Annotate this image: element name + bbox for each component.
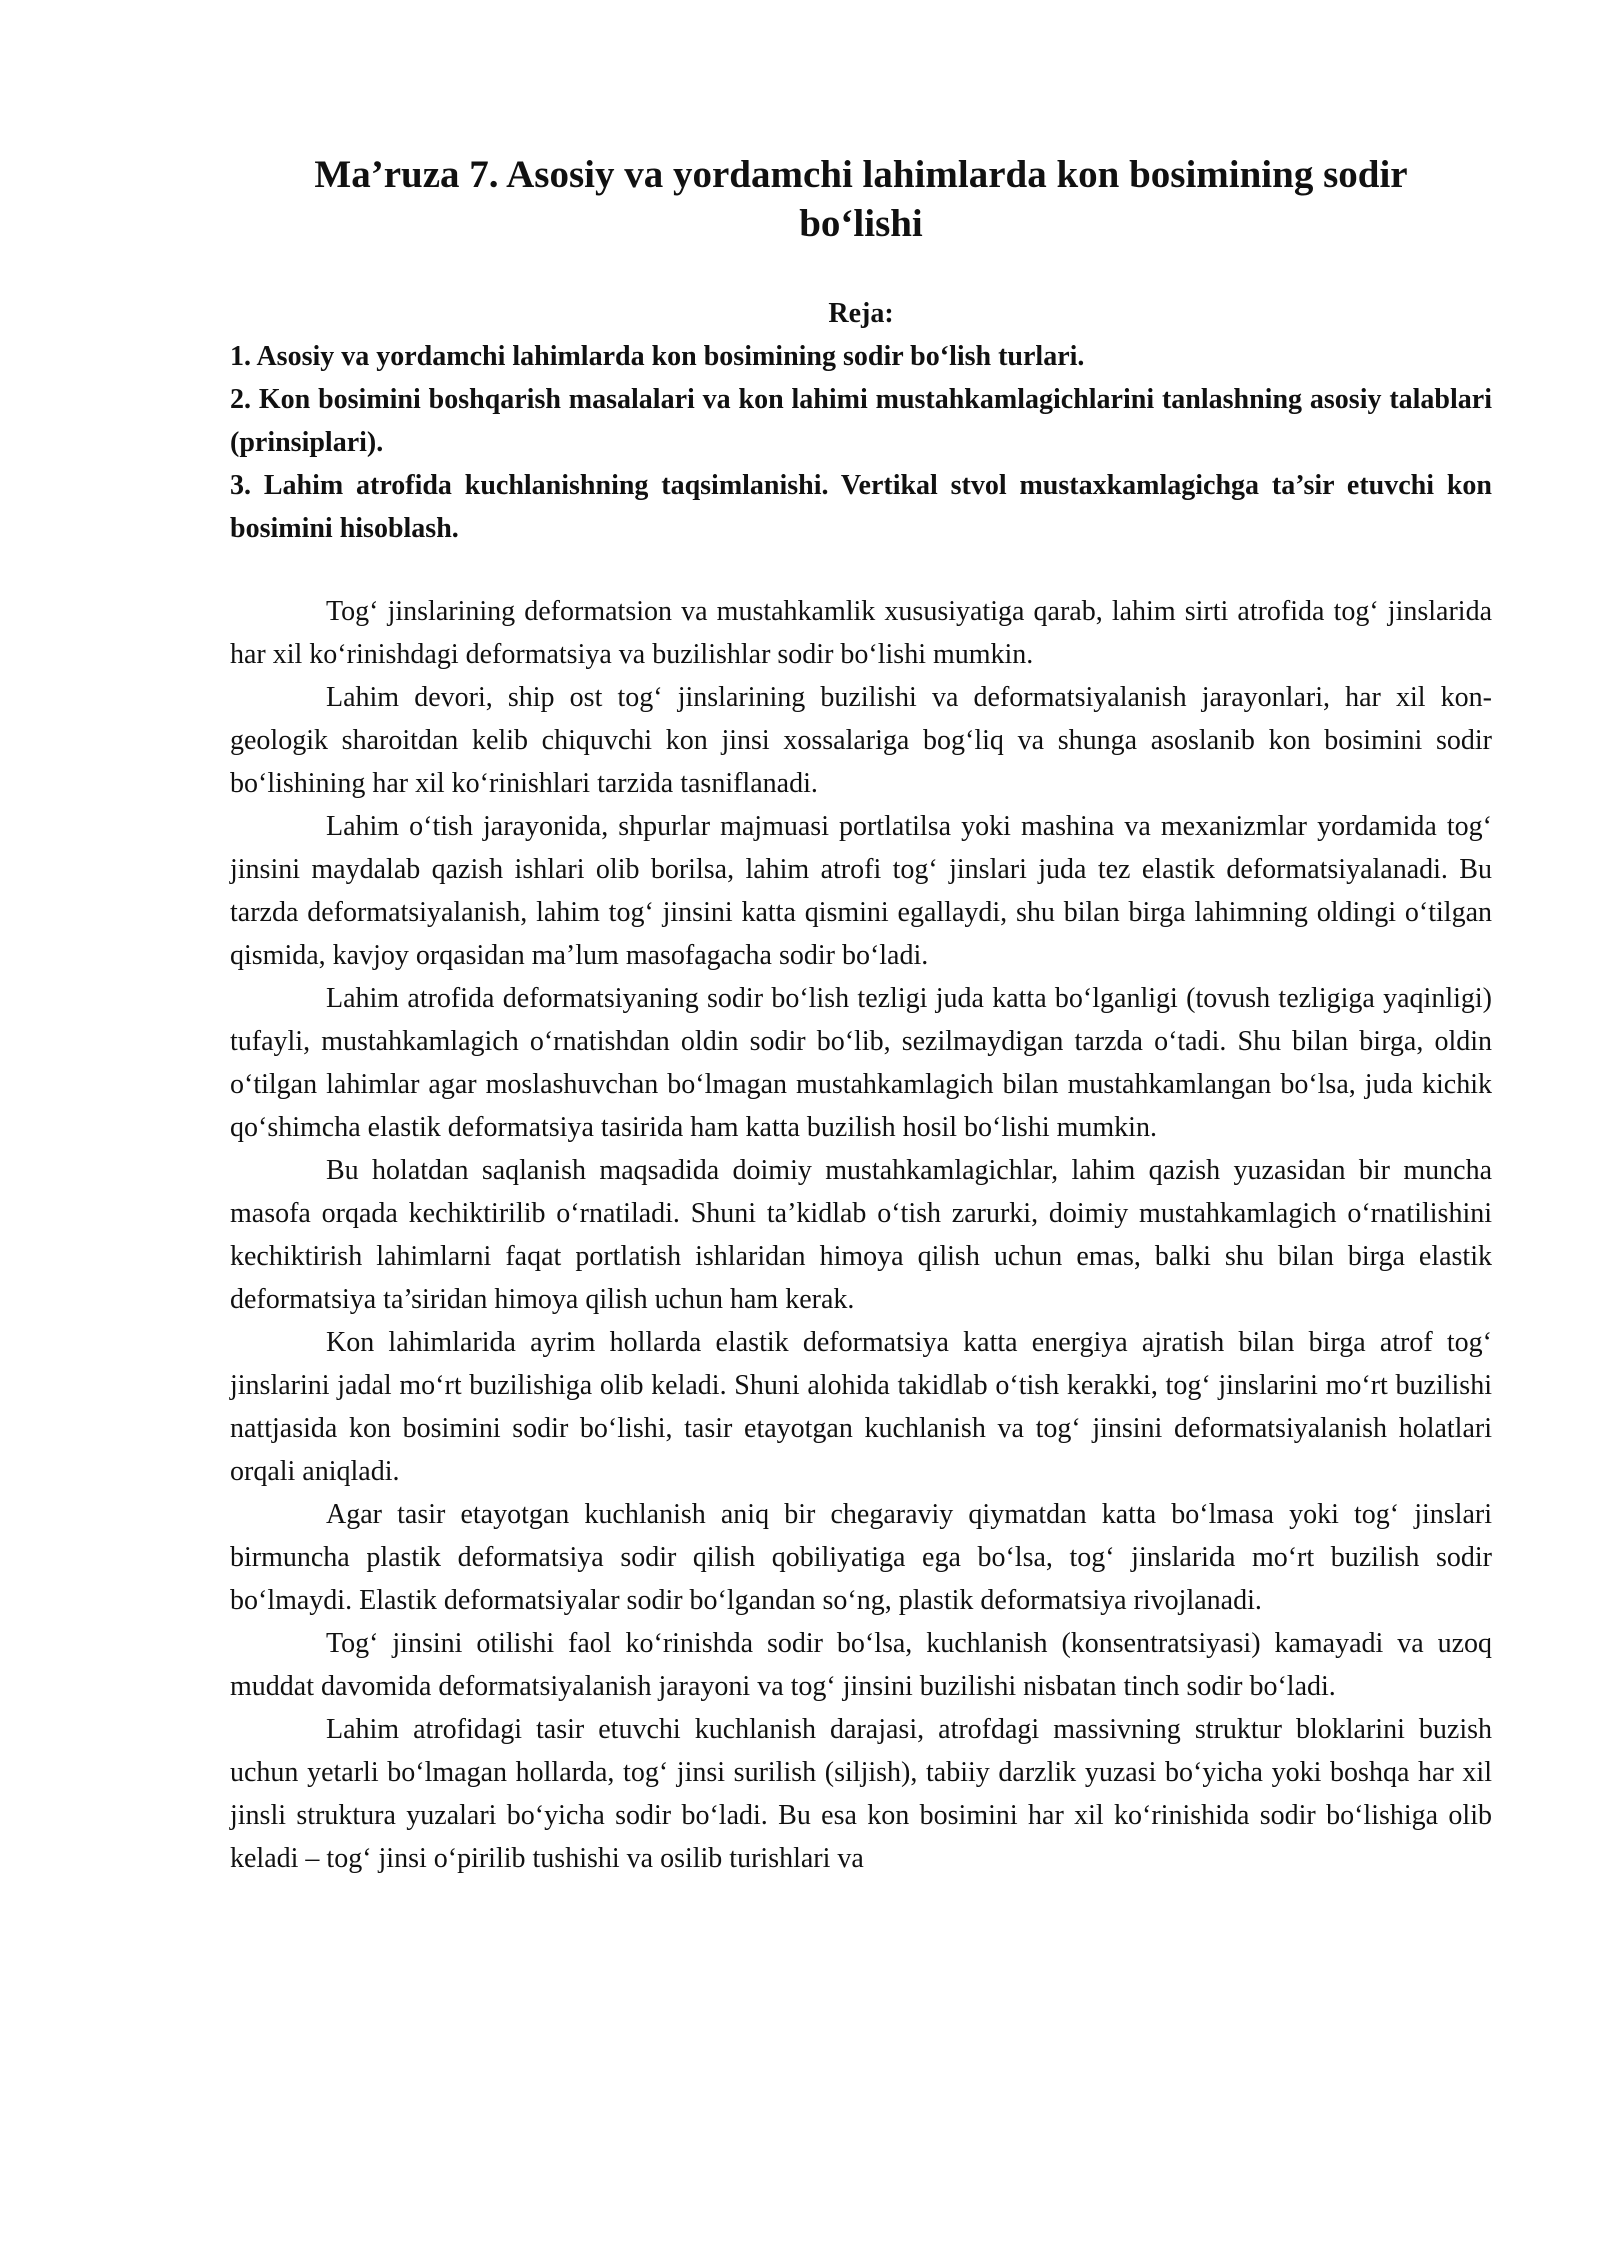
paragraph: Lahim atrofida deformatsiyaning sodir bo‘lish tezligi juda katta bo‘lganligi (tovush tezligiga yaqinligi) tufayli, mustahkamlagich o‘rnatishdan oldin sodir bo‘lib, sezilmaydigan tarzda o‘tadi. Shu bilan birga, oldin o‘tilgan lahimlar agar moslashuvchan bo‘lmagan mustahkamlagich bilan mustahkamlangan bo‘lsa, juda kichik qo‘shimcha elastik deformatsiya tasirida ham katta buzilish hosil bo‘lishi mumkin.: [230, 983, 1492, 1143]
document-page: [230, 150, 1492, 1880]
paragraph: Lahim o‘tish jarayonida, shpurlar majmuasi portlatilsa yoki mashina va mexanizmlar yordamida tog‘ jinsini maydalab qazish ishlari olib borilsa, lahim atrofi tog‘ jinslari juda tez elastik deformatsiyalanadi. Bu tarzda deformatsiyalanish, lahim tog‘ jinsini katta qismini egallaydi, shu bilan birga lahimning oldingi o‘tilgan qismida, kavjoy orqasidan ma’lum masofagacha sodir bo‘ladi.: [230, 811, 1492, 971]
paragraph: Tog‘ jinslarining deformatsion va mustahkamlik xususiyatiga qarab, lahim sirti atrofida tog‘ jinslarida har xil ko‘rinishdagi deformatsiya va buzilishlar sodir bo‘lishi mumkin.: [230, 596, 1492, 670]
paragraph: Lahim atrofidagi tasir etuvchi kuchlanish darajasi, atrofdagi massivning struktur bloklarini buzish uchun yetarli bo‘lmagan hollarda, tog‘ jinsi surilish (siljish), tabiiy darzlik yuzasi bo‘yicha yoki boshqa har xil jinsli struktura yuzalari bo‘yicha sodir bo‘ladi. Bu esa kon bosimini har xil ko‘rinishida sodir bo‘lishiga olib keladi – tog‘ jinsi o‘pirilib tushishi va osilib turishlari va: [230, 1714, 1492, 1874]
plan-list: [230, 335, 1492, 550]
body-text: [230, 590, 1492, 1880]
plan-item: 3. Lahim atrofida kuchlanishning taqsimlanishi. Vertikal stvol mustaxkamlagichga ta’sir etuvchi kon bosimini hisoblash.: [230, 470, 1492, 544]
paragraph: Tog‘ jinsini otilishi faol ko‘rinishda sodir bo‘lsa, kuchlanish (konsentratsiyasi) kamayadi va uzoq muddat davomida deformatsiyalanish jarayoni va tog‘ jinsini buzilishi nisbatan tinch sodir bo‘ladi.: [230, 1628, 1492, 1702]
paragraph: Kon lahimlarida ayrim hollarda elastik deformatsiya katta energiya ajratish bilan birga atrof tog‘ jinslarini jadal mo‘rt buzilishiga olib keladi. Shuni alohida takidlab o‘tish kerakki, tog‘ jinslarini mo‘rt buzilishi nattjasida kon bosimini sodir bo‘lishi, tasir etayotgan kuchlanish va tog‘ jinsini deformatsiyalanish holatlari orqali aniqladi.: [230, 1327, 1492, 1487]
paragraph: Bu holatdan saqlanish maqsadida doimiy mustahkamlagichlar, lahim qazish yuzasidan bir muncha masofa orqada kechiktirilib o‘rnatiladi. Shuni ta’kidlab o‘tish zarurki, doimiy mustahkamlagich o‘rnatilishini kechiktirish lahimlarni faqat portlatish ishlaridan himoya qilish uchun emas, balki shu bilan birga elastik deformatsiya ta’siridan himoya qilish uchun ham kerak.: [230, 1155, 1492, 1315]
document-title: Ma’ruza 7. Asosiy va yordamchi lahimlarda kon bosimining sodir bo‘lishi: [314, 153, 1408, 245]
plan-item: 1. Asosiy va yordamchi lahimlarda kon bosimining sodir bo‘lish turlari.: [230, 341, 1085, 372]
paragraph: Agar tasir etayotgan kuchlanish aniq bir chegaraviy qiymatdan katta bo‘lmasa yoki tog‘ jinslari birmuncha plastik deformatsiya sodir qilish qobiliyatiga ega bo‘lsa, tog‘ jinslarida mo‘rt buzilish sodir bo‘lmaydi. Elastik deformatsiyalar sodir bo‘lgandan so‘ng, plastik deformatsiya rivojlanadi.: [230, 1499, 1492, 1616]
paragraph: Lahim devori, ship ost tog‘ jinslarining buzilishi va deformatsiyalanish jarayonlari, har xil kon-geologik sharoitdan kelib chiquvchi kon jinsi xossalariga bog‘liq va shunga asoslanib kon bosimini sodir bo‘lishining har xil ko‘rinishlari tarzida tasniflanadi.: [230, 682, 1492, 799]
plan-item: 2. Kon bosimini boshqarish masalalari va kon lahimi mustahkamlagichlarini tanlashning asosiy talablari (prinsiplari).: [230, 384, 1492, 458]
plan-heading: Reja:: [828, 298, 894, 329]
